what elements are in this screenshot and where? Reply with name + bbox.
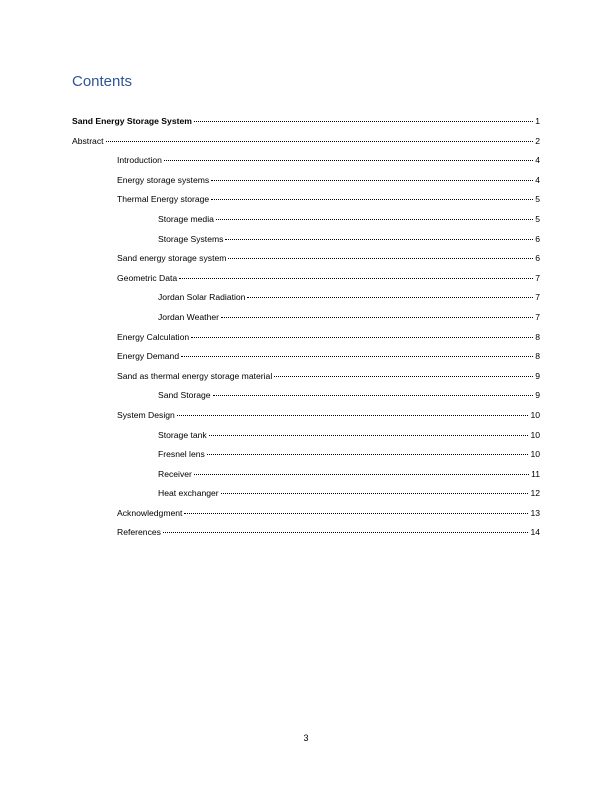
toc-dot-leader — [164, 160, 533, 161]
toc-dot-leader — [221, 317, 533, 318]
toc-dot-leader — [181, 356, 533, 357]
toc-entry-page-number: 13 — [530, 507, 540, 518]
toc-entry-page-number: 6 — [535, 253, 540, 264]
toc-entry-page-number: 2 — [535, 135, 540, 146]
toc-entry-page-number: 4 — [535, 174, 540, 185]
toc-dot-leader — [207, 454, 529, 455]
toc-entry[interactable] — [72, 272, 540, 292]
toc-entry-title: Energy Calculation — [117, 331, 190, 342]
toc-entry[interactable] — [72, 252, 540, 272]
toc-entry[interactable] — [72, 174, 540, 194]
toc-entry-title: Jordan Solar Radiation — [158, 292, 246, 303]
toc-entry-page-number: 6 — [535, 233, 540, 244]
toc-entry-title: References — [117, 527, 161, 538]
toc-entry-title: System Design — [117, 409, 175, 420]
toc-dot-leader — [216, 219, 533, 220]
toc-entry[interactable] — [72, 193, 540, 213]
toc-entry[interactable] — [72, 213, 540, 233]
toc-dot-leader — [274, 376, 533, 377]
toc-dot-leader — [228, 258, 533, 259]
toc-dot-leader — [184, 513, 528, 514]
toc-entry-title: Thermal Energy storage — [117, 194, 210, 205]
toc-entry-title: Storage media — [158, 213, 214, 224]
toc-dot-leader — [225, 239, 533, 240]
toc-entry-page-number: 10 — [530, 409, 540, 420]
toc-entry[interactable] — [72, 233, 540, 253]
toc-entry[interactable] — [72, 291, 540, 311]
toc-entry[interactable] — [72, 370, 540, 390]
toc-entry-page-number: 14 — [530, 527, 540, 538]
toc-entry-title: Sand Storage — [158, 390, 211, 401]
toc-dot-leader — [209, 435, 529, 436]
toc-dot-leader — [211, 180, 533, 181]
toc-dot-leader — [194, 474, 529, 475]
toc-dot-leader — [221, 493, 529, 494]
toc-dot-leader — [191, 337, 533, 338]
toc-entry-title: Storage tank — [158, 429, 207, 440]
toc-entry[interactable] — [72, 429, 540, 449]
toc-dot-leader — [106, 141, 534, 142]
toc-entry-page-number: 1 — [535, 116, 540, 126]
toc-entry-page-number: 4 — [535, 155, 540, 166]
toc-entry-page-number: 9 — [535, 370, 540, 381]
toc-dot-leader — [247, 297, 533, 298]
toc-entry-title: Sand as thermal energy storage material — [117, 370, 273, 381]
toc-entry-page-number: 8 — [535, 331, 540, 342]
toc-entry[interactable] — [72, 448, 540, 468]
toc-entry[interactable] — [72, 154, 540, 174]
toc-entry-title: Abstract — [72, 135, 104, 146]
toc-entry-title: Heat exchanger — [158, 488, 219, 499]
toc-entry-title: Fresnel lens — [158, 449, 205, 460]
toc-entry-title: Geometric Data — [117, 272, 178, 283]
toc-entry[interactable] — [72, 526, 540, 546]
toc-entry-page-number: 7 — [535, 311, 540, 322]
toc-entry-title: Energy storage systems — [117, 174, 210, 185]
toc-entry[interactable] — [72, 389, 540, 409]
toc-entry[interactable] — [72, 311, 540, 331]
toc-entry[interactable] — [72, 487, 540, 507]
toc-entry[interactable] — [72, 409, 540, 429]
toc-entry-page-number: 12 — [530, 488, 540, 499]
toc-dot-leader — [194, 121, 533, 122]
toc-entry-title: Jordan Weather — [158, 311, 219, 322]
toc-dot-leader — [211, 199, 533, 200]
toc-entry-page-number: 11 — [531, 468, 540, 479]
toc-entry-title: Sand Energy Storage System — [72, 116, 192, 126]
toc-entry-page-number: 7 — [535, 272, 540, 283]
toc-entry-title: Introduction — [117, 155, 162, 166]
toc-entry[interactable] — [72, 507, 540, 527]
toc-entry[interactable] — [72, 135, 540, 155]
toc-entry-page-number: 8 — [535, 351, 540, 362]
toc-entry[interactable] — [72, 331, 540, 351]
toc-entry-page-number: 9 — [535, 390, 540, 401]
toc-entry-title: Sand energy storage system — [117, 253, 227, 264]
toc-entry-title: Storage Systems — [158, 233, 224, 244]
toc-dot-leader — [213, 395, 534, 396]
toc-dot-leader — [163, 532, 528, 533]
toc-heading: Contents — [72, 73, 133, 90]
toc-entry-title: Energy Demand — [117, 351, 180, 362]
toc-dot-leader — [179, 278, 533, 279]
toc-entry-page-number: 5 — [535, 213, 540, 224]
table-of-contents — [72, 115, 540, 546]
page-number: 3 — [303, 733, 309, 743]
toc-entry-title: Acknowledgment — [117, 507, 183, 518]
toc-entry-page-number: 7 — [535, 292, 540, 303]
toc-dot-leader — [177, 415, 529, 416]
toc-entry-page-number: 10 — [530, 449, 540, 460]
toc-entry[interactable] — [72, 350, 540, 370]
toc-entry-page-number: 5 — [535, 194, 540, 205]
toc-entry[interactable] — [72, 115, 540, 135]
toc-entry-title: Receiver — [158, 468, 192, 479]
toc-entry[interactable] — [72, 468, 540, 488]
toc-entry-page-number: 10 — [530, 429, 540, 440]
